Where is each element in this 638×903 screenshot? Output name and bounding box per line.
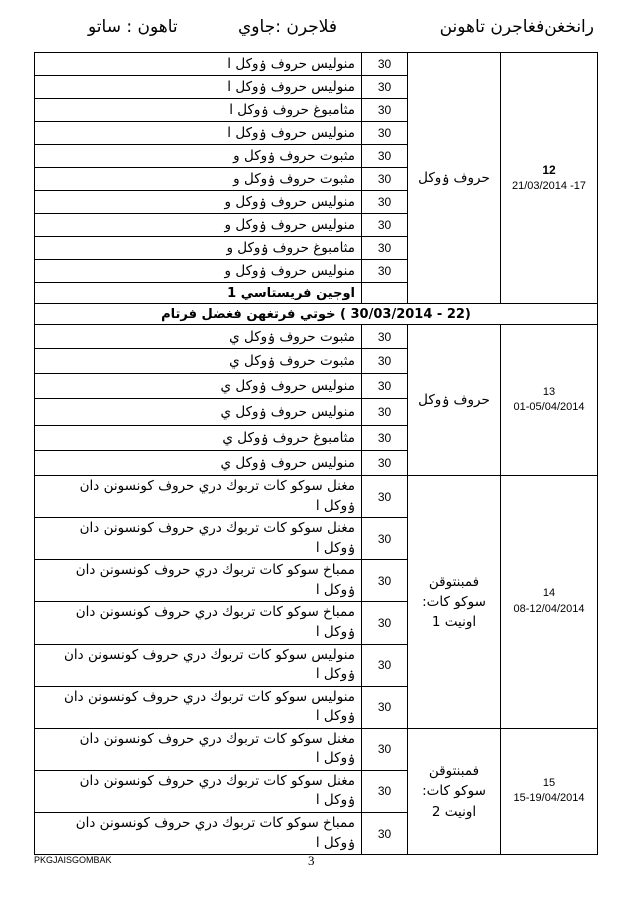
activity-line: ممباخ سوكو كات تربوك دري حروف كونسونن دان [75,815,355,831]
topic-line: اونيت 1 [431,614,477,630]
activity-cell [35,602,362,644]
minutes-cell: 30 [362,76,408,99]
activity-cell: منوليس حروف ۏوكل ا [35,76,362,99]
topic-line: فمبنتوقن [428,573,480,590]
week-number: 14 [542,587,556,600]
activity-line: منوليس سوكو كات تربوك دري حروف كونسونن دان [63,688,355,705]
activity-cell: منوليس حروف ۏوكل و [35,260,362,283]
activity-cell: مثبوت حروف ۏوكل و [35,168,362,191]
week-cell [501,476,598,729]
minutes-cell: 30 [362,476,408,518]
activity-line: ۏوكل ا [315,581,355,598]
activity-cell [35,560,362,602]
activity-cell: مثامبوغ حروف ۏوكل ا [35,99,362,122]
holiday-row [35,304,598,325]
week-number: 13 [542,385,556,398]
week-cell [501,325,598,476]
minutes-cell: 30 [362,168,408,191]
activity-line: مغنل سوكو كات تربوك دري حروف كونسونن دان [79,520,355,537]
minutes-cell: 30 [362,237,408,260]
activity-line: ۏوكل ا [315,666,355,683]
activity-cell: منوليس حروف ۏوكل و [35,191,362,214]
subject-heading: فلاجرن :جاوي [238,17,337,37]
minutes-cell: 30 [362,560,408,602]
activity-line: مغنل سوكو كات تربوك دري حروف كونسونن دان [79,478,355,494]
topic-cell [408,476,501,729]
activity-cell [35,770,362,812]
activity-line: ۏوكل ا [315,792,355,809]
activity-cell [35,728,362,770]
minutes-cell: 30 [362,214,408,237]
topic-line: سوكو كات: [422,783,486,800]
minutes-cell: 30 [362,325,408,349]
activity-cell [35,644,362,686]
activity-cell [35,518,362,560]
activity-cell: منوليس حروف ۏوكل ا [35,122,362,145]
minutes-cell: 30 [362,99,408,122]
week-number: 15 [542,777,556,790]
activity-cell [35,686,362,728]
activity-cell [35,476,362,518]
minutes-cell: 30 [362,518,408,560]
minutes-cell: 30 [362,813,408,855]
activity-cell [35,813,362,855]
table-row [35,728,598,770]
assessment-note: اوجين فريستاسي 1 [35,283,362,304]
activity-line: ۏوكل ا [315,834,355,851]
table-row [35,476,598,518]
activity-cell: منوليس حروف ۏوكل و [35,214,362,237]
page-number: 3 [308,853,315,868]
activity-cell: مثامبوغ حروف ۏوكل و [35,237,362,260]
school-footer: PKGJAISGOMBAK [34,855,112,865]
minutes-cell: 30 [362,191,408,214]
week-dates: 08-12/04/2014 [513,602,585,615]
week-dates: 17- 21/03/2014 [511,180,587,192]
topic-cell [408,728,501,854]
year-heading: تاهون : ساتو [88,17,178,37]
activity-line: منوليس سوكو كات تربوك دري حروف كونسونن دان [63,646,355,663]
minutes-cell: 30 [362,686,408,728]
week-dates: 01-05/04/2014 [513,401,585,413]
topic-line: فمبنتوقن [428,763,480,780]
minutes-cell: 30 [362,145,408,168]
minutes-cell: 30 [362,602,408,644]
week-cell [501,728,598,854]
activity-cell: منوليس حروف ۏوكل ي [35,451,362,476]
topic-cell: حروف ۏوكل [408,325,501,476]
minutes-cell: 30 [362,122,408,145]
week-dates: 15-19/04/2014 [513,792,585,805]
activity-cell: مثامبوغ حروف ۏوكل ي [35,426,362,451]
table-row [35,325,598,349]
week-cell [501,53,598,304]
activity-cell: مثبوت حروف ۏوكل و [35,145,362,168]
activity-line: ۏوكل ا [315,708,355,725]
minutes-cell: 30 [362,728,408,770]
activity-line: ۏوكل ا [315,539,355,556]
table-row [35,53,598,76]
week-number: 12 [542,162,556,177]
holiday-label: (22 - 30/03/2014 ) خوتي فرتغهن فغضل فرتام [35,304,598,325]
minutes-cell: 30 [362,260,408,283]
activity-line: ۏوكل ا [315,497,355,514]
lesson-plan-table [34,52,598,855]
activity-line: ممباخ سوكو كات تربوك دري حروف كونسونن دان [75,562,355,579]
minutes-cell: 30 [362,451,408,476]
unit-heading: رانخغن‌فغاجرن تاهونن [439,17,594,37]
activity-line: مغنل سوكو كات تربوك دري حروف كونسونن دان [79,772,355,789]
activity-cell: منوليس حروف ۏوكل ي [35,374,362,399]
minutes-cell: 30 [362,426,408,451]
activity-line: مغنل سوكو كات تربوك دري حروف كونسونن دان [79,730,355,747]
activity-line: ممباخ سوكو كات تربوك دري حروف كونسونن دان [75,604,355,621]
topic-line: اونيت 2 [431,803,477,820]
activity-line: ۏوكل ا [315,750,355,767]
minutes-cell: 30 [362,374,408,399]
activity-line: ۏوكل ا [315,623,355,640]
minutes-cell: 30 [362,349,408,374]
activity-cell: منوليس حروف ۏوكل ا [35,53,362,76]
activity-cell: مثبوت حروف ۏوكل ي [35,325,362,349]
topic-line: سوكو كات: [422,593,486,610]
minutes-cell: 30 [362,399,408,426]
minutes-cell: 30 [362,53,408,76]
activity-cell: مثبوت حروف ۏوكل ي [35,349,362,374]
minutes-cell: 30 [362,770,408,812]
topic-cell: حروف ۏوكل [408,53,501,304]
activity-cell: منوليس حروف ۏوكل ي [35,399,362,426]
minutes-cell: 30 [362,644,408,686]
minutes-cell-empty [362,283,408,304]
